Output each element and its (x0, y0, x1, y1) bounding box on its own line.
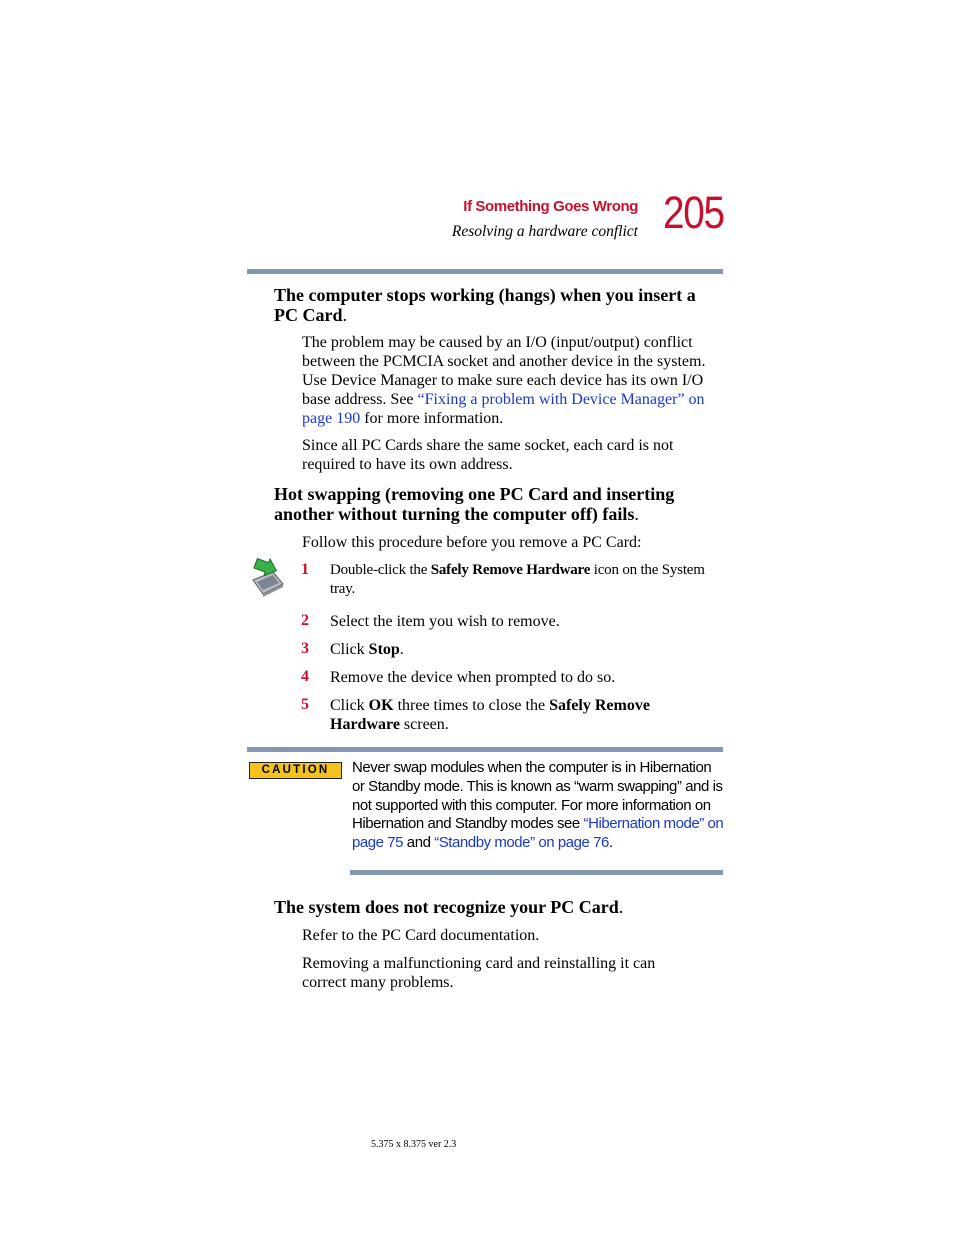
caution-badge: CAUTION (249, 762, 342, 779)
caution-bottom-rule (350, 870, 723, 875)
page-number: 205 (663, 187, 724, 238)
step-number: 4 (301, 668, 309, 685)
print-spec-footer: 5.375 x 8.375 ver 2.3 (371, 1139, 457, 1150)
procedure-intro: Follow this procedure before you remove a PC Card: (302, 534, 642, 551)
issue-heading-hangs: The computer stops working (hangs) when you insert a PC Card. (274, 285, 696, 325)
issue-heading-hot-swapping: Hot swapping (removing one PC Card and inserting another without turning the computer off) fails. (274, 484, 675, 524)
section-title: Resolving a hardware conflict (451, 223, 638, 240)
issue-paragraph: Removing a malfunctioning card and reinstalling it can correct many problems. (302, 955, 656, 991)
chapter-title: If Something Goes Wrong (463, 198, 638, 215)
top-rule (247, 269, 723, 274)
device-manager-link[interactable]: “Fixing a problem with Device Manager” on page 190 (302, 391, 705, 427)
step-text: Double-click the Safely Remove Hardware icon on the System tray. (330, 562, 705, 597)
issue-heading-not-recognized: The system does not recognize your PC Card. (274, 897, 624, 917)
standby-mode-link[interactable]: “Standby mode” on page 76 (434, 834, 609, 852)
step-text: Remove the device when prompted to do so. (330, 669, 616, 686)
hibernation-mode-link[interactable]: “Hibernation mode” on page 75 (352, 815, 724, 852)
step-text: Click Stop. (330, 641, 404, 658)
step-text: Click OK three times to close the Safely Remove Hardware screen. (330, 697, 650, 733)
issue-paragraph: Since all PC Cards share the same socket, each card is not required to have its own address. (302, 437, 674, 473)
step-number: 1 (301, 561, 309, 578)
caution-top-rule (247, 747, 723, 752)
step-number: 2 (301, 612, 309, 629)
step-number: 3 (301, 640, 309, 657)
safely-remove-hardware-icon (249, 558, 287, 598)
step-text: Select the item you wish to remove. (330, 613, 560, 630)
issue-paragraph: Refer to the PC Card documentation. (302, 927, 540, 944)
issue-paragraph: The problem may be caused by an I/O (input/output) conflict between the PCMCIA socket and another device in the system. Use Device Manager to make sure each device has its own I/O base address. See “Fixing a problem with Device Manager” on page 190 for more information. (302, 334, 706, 427)
step-number: 5 (301, 696, 309, 713)
caution-text: Never swap modules when the computer is in Hibernation or Standby mode. This is known as “warm swapping” and is not supported with this computer. For more information on Hibernation and Standby modes see “Hibernation mode” on page 75 and “Standby mode” on page 76. (352, 759, 724, 852)
